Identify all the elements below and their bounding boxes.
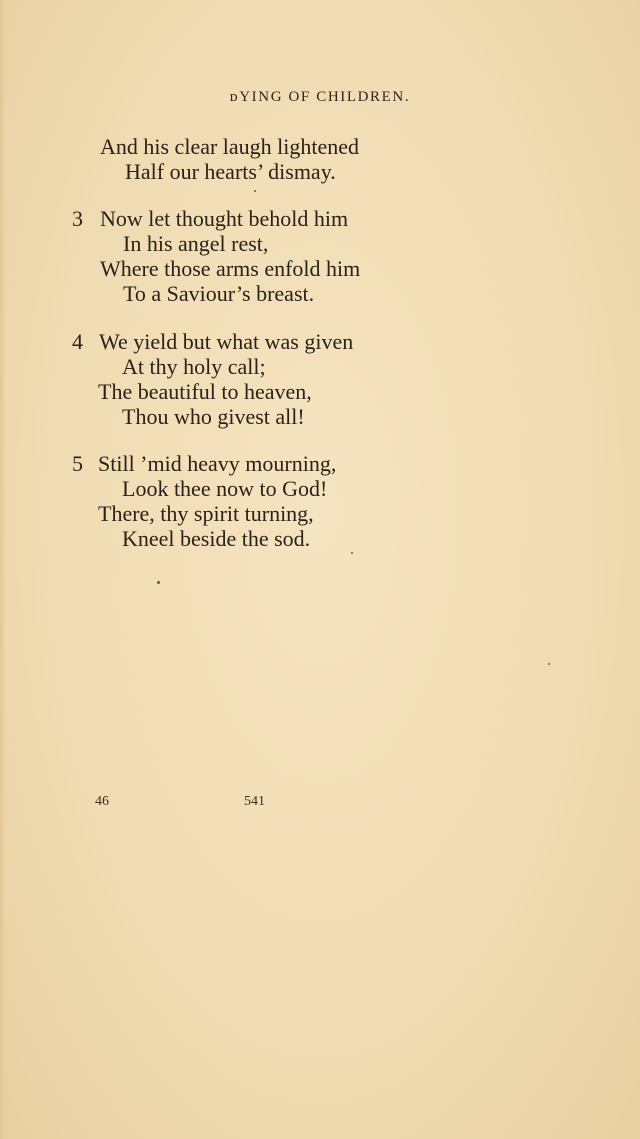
page-edge-shadow (0, 0, 6, 1139)
stanza-line: Look thee now to God! (122, 476, 328, 501)
page-number: 541 (244, 794, 265, 809)
stanza-line: Now let thought behold him (100, 206, 349, 231)
stanza-number: 4 (72, 329, 83, 354)
paper-speck (254, 190, 256, 192)
stanza-line: To a Saviour’s breast. (123, 281, 315, 306)
stanza-line: Half our hearts’ dismay. (125, 159, 336, 184)
paper-speck (351, 552, 353, 554)
stanza-line: And his clear laugh lightened (100, 134, 360, 159)
stanza-line: Kneel beside the sod. (122, 526, 311, 551)
stanza-line: At thy holy call; (122, 354, 266, 379)
stanza-number: 3 (72, 206, 83, 231)
stanza-line: Still ’mid heavy mourning, (98, 451, 337, 476)
stanza-line: There, thy spirit turning, (98, 501, 314, 526)
stanza-line: Where those arms enfold him (100, 256, 361, 281)
signature-mark: 46 (95, 794, 109, 809)
stanza-line: We yield but what was given (99, 329, 354, 354)
stanza-number: 5 (72, 451, 83, 476)
stanza-line: In his angel rest, (123, 231, 269, 256)
paper-speck (157, 581, 160, 584)
stanza-line: The beautiful to heaven, (98, 379, 312, 404)
stanza-line: Thou who givest all! (122, 404, 305, 429)
running-title: ᴅYING OF CHILDREN. (229, 89, 411, 105)
paper-speck (548, 663, 550, 665)
